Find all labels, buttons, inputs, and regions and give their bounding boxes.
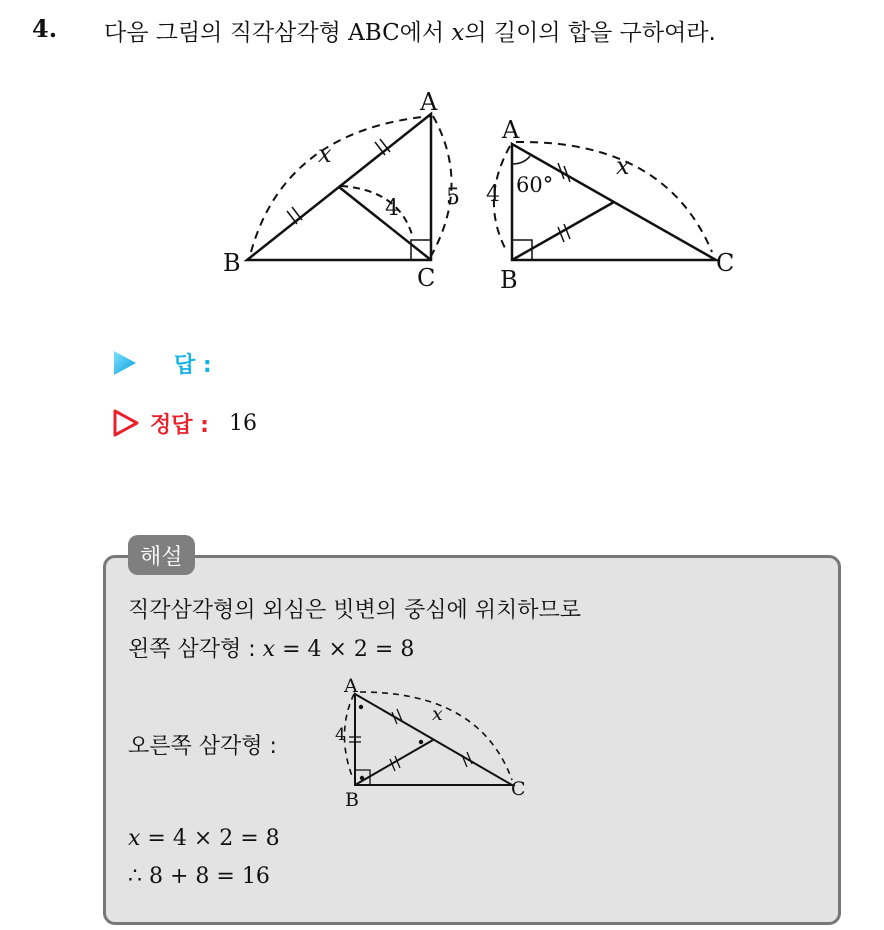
angle-arc-right — [512, 156, 530, 164]
sol-label-x: x — [432, 703, 443, 725]
sol-label-b: B — [345, 789, 359, 811]
solution-line-1: 직각삼각형의 외심은 빗변의 중심에 위치하므로 — [128, 598, 582, 623]
arc-median-left — [341, 186, 413, 238]
solution-line-2-prefix: 왼쪽 삼각형 : — [128, 637, 263, 662]
question-variable: x — [451, 20, 465, 46]
label-x-left: x — [318, 140, 332, 168]
label-median-left: 4 — [385, 196, 399, 221]
label-b-right: B — [500, 266, 518, 294]
solution-line-2-math: = 4 × 2 = 8 — [275, 637, 415, 662]
tick-marks-left — [287, 139, 390, 224]
label-b-left: B — [223, 249, 241, 277]
figure-right — [480, 110, 750, 300]
median-right — [512, 202, 614, 260]
label-c-right: C — [716, 249, 735, 277]
label-ac-left: 5 — [446, 185, 460, 210]
solution-line-2 — [128, 632, 414, 663]
question-text-before: 다음 그림의 직각삼각형 — [104, 20, 349, 46]
question-number: 4. — [32, 14, 58, 43]
question-text-after: 의 길이의 합을 구하여라. — [464, 20, 716, 46]
answer-label: 답 : — [174, 352, 212, 378]
sol-dot-a — [359, 705, 363, 709]
label-a-left: A — [420, 88, 438, 116]
sol-arc-ab — [344, 694, 354, 776]
sol-median — [355, 740, 433, 785]
sol-label-c: C — [511, 778, 526, 800]
answer-row — [112, 347, 212, 379]
correct-answer-value: 16 — [228, 410, 257, 436]
solution-line-4 — [128, 826, 280, 851]
label-ab-right: 4 — [486, 182, 500, 207]
sol-label-ab: 4 — [335, 725, 346, 745]
sol-dot-mid — [419, 740, 423, 744]
label-c-left: C — [417, 264, 436, 292]
sol-tick-marks — [349, 709, 472, 771]
solution-line-4-math: = 4 × 2 = 8 — [140, 826, 280, 851]
solution-line-2-var: x — [262, 637, 276, 662]
label-angle-right: 60° — [516, 173, 554, 197]
triangle-name: ABC — [348, 20, 400, 46]
label-a-right: A — [502, 116, 520, 144]
play-triangle-icon — [112, 349, 138, 377]
sol-label-a: A — [344, 675, 358, 697]
outline-triangle-icon — [112, 408, 140, 438]
question-text-middle: 에서 — [399, 20, 452, 46]
solution-tag: 해설 — [128, 535, 195, 575]
sol-dot-b — [360, 776, 364, 780]
solution-line-4-var: x — [128, 826, 141, 851]
solution-figure — [330, 672, 540, 812]
solution-line-3: 오른쪽 삼각형 : — [128, 734, 277, 759]
solution-line-5: ∴ 8 + 8 = 16 — [128, 864, 270, 889]
figure-left — [215, 80, 475, 300]
correct-answer-label: 정답 : — [150, 412, 209, 438]
label-x-right: x — [616, 152, 630, 180]
correct-answer-row — [112, 406, 257, 440]
question-text — [104, 14, 716, 47]
